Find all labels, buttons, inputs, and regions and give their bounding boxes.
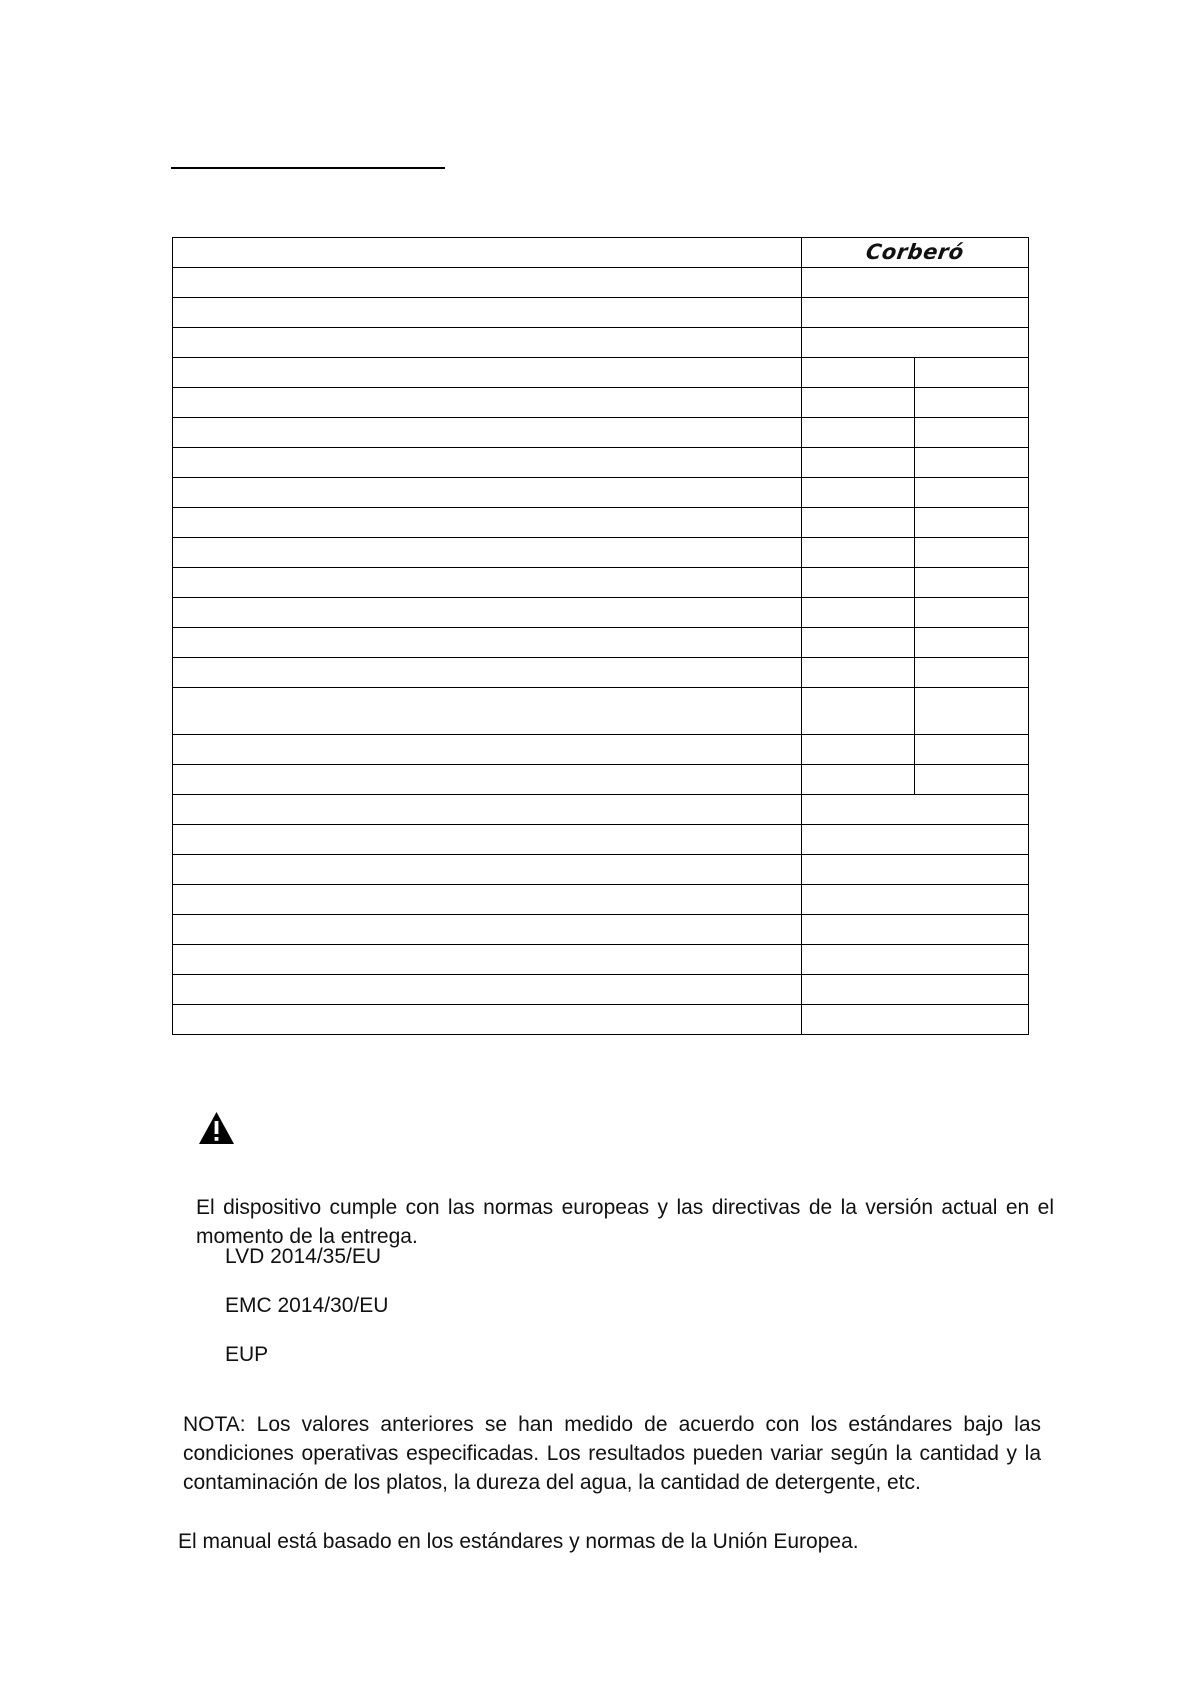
table-cell-value-1 (802, 448, 915, 478)
table-row (173, 855, 1029, 885)
table-cell-value-1 (802, 478, 915, 508)
brand-cell (802, 238, 1029, 268)
table-cell-label (173, 268, 802, 298)
table-row (173, 418, 1029, 448)
table-cell-value-1 (802, 735, 915, 765)
table-row (173, 1005, 1029, 1035)
table-cell-value-1 (802, 598, 915, 628)
table-cell-value-2 (915, 765, 1029, 795)
specifications-table-body (173, 238, 1029, 1035)
table-row (173, 478, 1029, 508)
table-header-row (173, 238, 1029, 268)
table-cell-value-1 (802, 538, 915, 568)
table-row (173, 825, 1029, 855)
table-cell-label (173, 298, 802, 328)
table-cell-value-2 (915, 688, 1029, 735)
table-cell-value (802, 825, 1029, 855)
table-cell-value-2 (915, 598, 1029, 628)
table-row (173, 975, 1029, 1005)
table-row (173, 795, 1029, 825)
table-cell-value-2 (915, 735, 1029, 765)
table-row (173, 915, 1029, 945)
table-cell-label (173, 735, 802, 765)
directive-eup: EUP (225, 1343, 269, 1366)
table-cell-value-2 (915, 568, 1029, 598)
table-cell-label (173, 975, 802, 1005)
table-row (173, 885, 1029, 915)
table-row (173, 945, 1029, 975)
table-cell-label (173, 238, 802, 268)
directive-lvd: LVD 2014/35/EU (225, 1245, 382, 1268)
measurement-note: NOTA: Los valores anteriores se han medido de acuerdo con los estándares bajo las condiciones operativas especificadas. Los resultados pueden variar según la cantidad y la contaminación de los platos, la dureza del agua, la cantidad de detergente, etc. (183, 1413, 1041, 1494)
table-row (173, 658, 1029, 688)
table-cell-value-2 (915, 538, 1029, 568)
table-row (173, 765, 1029, 795)
table-row (173, 508, 1029, 538)
table-cell-label (173, 448, 802, 478)
table-cell-label (173, 418, 802, 448)
table-cell-label (173, 915, 802, 945)
table-cell-value (802, 885, 1029, 915)
table-row (173, 358, 1029, 388)
table-cell-value-2 (915, 478, 1029, 508)
table-cell-value-2 (915, 628, 1029, 658)
table-row (173, 735, 1029, 765)
table-row (173, 448, 1029, 478)
table-cell-label (173, 765, 802, 795)
table-cell-value (802, 855, 1029, 885)
table-cell-label (173, 388, 802, 418)
table-cell-value-1 (802, 765, 915, 795)
table-cell-value-1 (802, 688, 915, 735)
table-cell-value (802, 298, 1029, 328)
compliance-statement: El dispositivo cumple con las normas europeas y las directivas de la versión actual en el momento de la entrega. (196, 1196, 1054, 1248)
table-cell-value-1 (802, 418, 915, 448)
table-cell-label (173, 885, 802, 915)
table-cell-label (173, 478, 802, 508)
table-row (173, 328, 1029, 358)
table-cell-value-2 (915, 508, 1029, 538)
table-cell-value (802, 268, 1029, 298)
section-title-underline (171, 167, 445, 169)
table-cell-label (173, 795, 802, 825)
table-cell-value-2 (915, 388, 1029, 418)
table-row (173, 538, 1029, 568)
directive-emc: EMC 2014/30/EU (225, 1294, 389, 1317)
specifications-table (172, 237, 1029, 1035)
table-row (173, 688, 1029, 735)
table-cell-label (173, 568, 802, 598)
table-cell-value-2 (915, 358, 1029, 388)
table-cell-value-2 (915, 418, 1029, 448)
table-cell-value (802, 945, 1029, 975)
table-cell-value-1 (802, 628, 915, 658)
table-cell-label (173, 598, 802, 628)
table-cell-value-1 (802, 658, 915, 688)
brand-logo: Corberó (864, 239, 966, 264)
table-cell-value (802, 795, 1029, 825)
table-row (173, 598, 1029, 628)
table-row (173, 568, 1029, 598)
table-cell-label (173, 855, 802, 885)
table-row (173, 298, 1029, 328)
table-cell-value-1 (802, 358, 915, 388)
table-cell-label (173, 945, 802, 975)
table-cell-value (802, 1005, 1029, 1035)
table-row (173, 388, 1029, 418)
table-cell-value-1 (802, 508, 915, 538)
warning-triangle-icon (198, 1111, 235, 1145)
table-cell-label (173, 538, 802, 568)
table-row (173, 628, 1029, 658)
table-cell-label (173, 508, 802, 538)
table-cell-value (802, 975, 1029, 1005)
table-cell-value-1 (802, 388, 915, 418)
table-cell-label (173, 658, 802, 688)
table-cell-label (173, 328, 802, 358)
table-cell-value (802, 328, 1029, 358)
table-cell-label (173, 1005, 802, 1035)
footer-statement: El manual está basado en los estándares y normas de la Unión Europea. (178, 1530, 859, 1553)
table-row (173, 268, 1029, 298)
table-cell-value-2 (915, 448, 1029, 478)
table-cell-label (173, 628, 802, 658)
table-cell-label (173, 358, 802, 388)
table-cell-label (173, 825, 802, 855)
table-cell-value (802, 915, 1029, 945)
table-cell-value-2 (915, 658, 1029, 688)
table-cell-label (173, 688, 802, 735)
table-cell-value-1 (802, 568, 915, 598)
